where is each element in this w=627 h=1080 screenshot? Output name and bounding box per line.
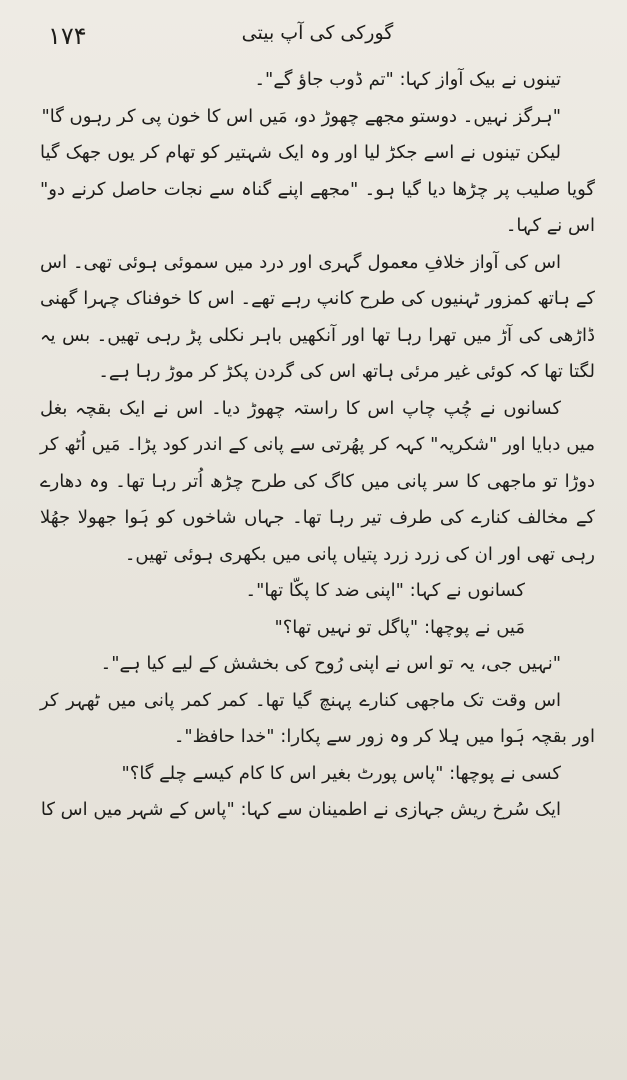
paragraph-7: مَیں نے پوچھا: "پاگل تو نہیں تھا؟" xyxy=(274,616,525,638)
paragraph-11: ایک سُرخ ریش جہازی نے اطمینان سے کہا: "پاس کے شہر میں اس کا xyxy=(40,799,561,820)
paragraph-5: کسانوں نے چُپ چاپ اس کا راستہ چھوڑ دیا۔ اس نے ایک بقچہ بغل میں دبایا اور "شکریہ" کہہ کر پھُرتی سے پانی کے اندر کود پڑا۔ مَیں اُٹھ کر دوڑا تو ماجھی کا سر پانی میں کاگ کی طرح چڑھ اُتر رہا تھا۔ وہ دھارے کے مخالف کنارے کی طرف تیر رہا تھا۔ جہاں شاخوں کو ہَوا جھولا جھُلا رہی تھی اور ان کی زرد زرد پتیاں پانی میں بکھری ہوئی تھیں۔ xyxy=(40,397,595,565)
paragraph-8: "نہیں جی، یہ تو اس نے اپنی رُوح کی بخشش کے لیے کیا ہے"۔ xyxy=(100,653,561,674)
paragraph-3: لیکن تینوں نے اسے جکڑ لیا اور وہ ایک شہتیر کو تھام کر یوں جھک گیا گویا صلیب پر چڑھا دیا گیا ہو۔ "مجھے اپنے گناہ سے نجات حاصل کرنے دو" اس نے کہا۔ xyxy=(40,142,595,236)
paragraph-9: اس وقت تک ماجھی کنارے پہنچ گیا تھا۔ کمر کمر پانی میں ٹھہر کر اور بقچہ ہَوا میں ہِلا کر وہ زور سے پکارا: "خدا حافظ"۔ xyxy=(40,689,595,747)
paragraph-4: اس کی آواز خلافِ معمول گہری اور درد میں سموئی ہوئی تھی۔ اس کے ہاتھ کمزور ٹہنیوں کی طرح کانپ رہے تھے۔ اس کا خوفناک چہرا گھنی ڈاڑھی کی آڑ میں تھرا رہا تھا اور آنکھیں باہر نکلی پڑ رہی تھیں۔ بس یہ لگتا تھا کہ کوئی غیر مرئی ہاتھ اس کی گردن پکڑ کر موڑ رہا ہے۔ xyxy=(40,251,595,382)
paragraph-10: کسی نے پوچھا: "پاس پورٹ بغیر اس کا کام کیسے چلے گا؟" xyxy=(121,762,561,784)
paragraph-6: کسانوں نے کہا: "اپنی ضد کا پکّا تھا"۔ xyxy=(245,580,525,601)
body-text xyxy=(40,62,595,829)
page-number: ١٧۴ xyxy=(48,22,87,50)
running-title: گورکی کی آپ بیتی xyxy=(241,22,394,44)
paragraph-1: تینوں نے بیک آواز کہا: "تم ڈوب جاؤ گے"۔ xyxy=(254,69,561,90)
paragraph-2: "ہرگز نہیں۔ دوستو مجھے چھوڑ دو، مَیں اس کا خون پی کر رہوں گا" xyxy=(41,105,561,127)
page-header xyxy=(40,18,595,62)
